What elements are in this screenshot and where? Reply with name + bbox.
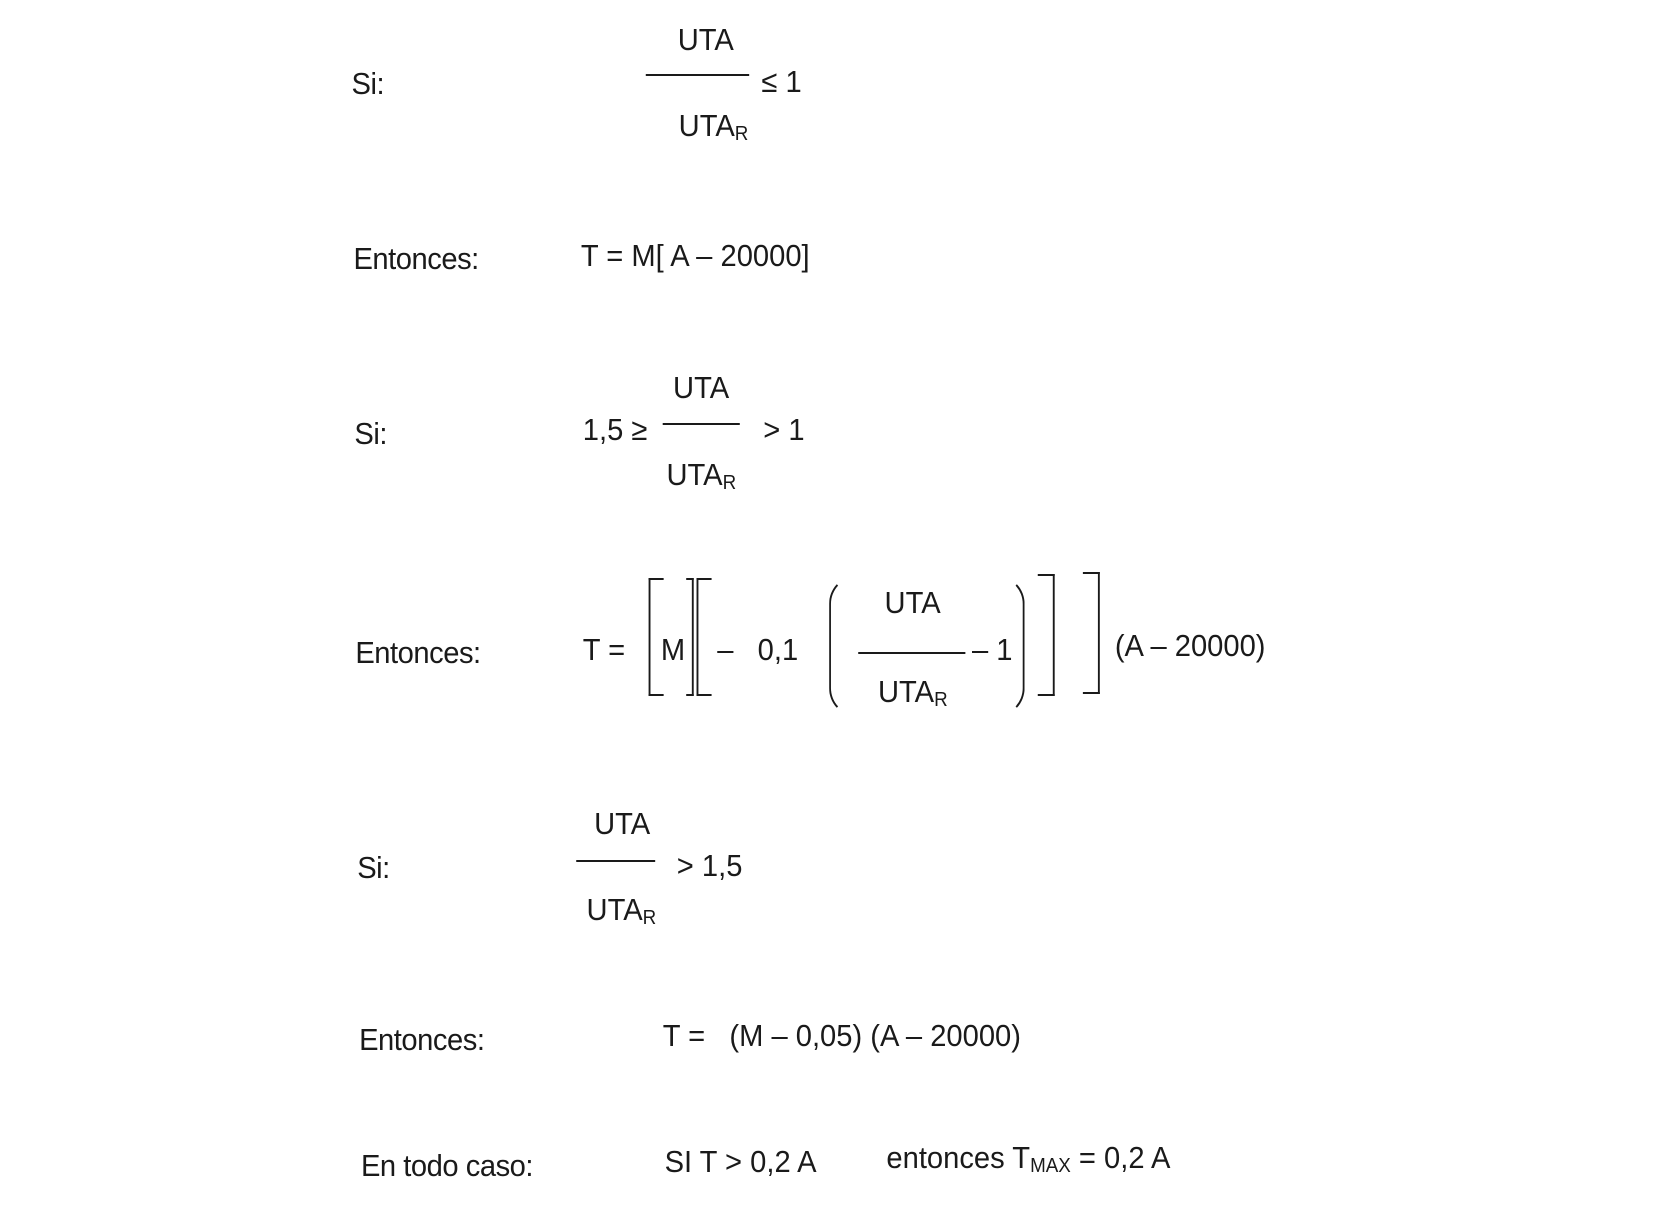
row3-label: Si: <box>354 416 387 451</box>
row3-prefix: 1,5 ≥ <box>582 412 648 447</box>
row5-fraction-bar <box>576 860 655 862</box>
row7-result: entonces $T_{MAX} = 0,2$ A <box>886 1140 1171 1177</box>
outer-right-bracket <box>1083 572 1100 694</box>
row3-fraction-bar <box>663 423 740 425</box>
row4-tail: (A – 20000) <box>1114 628 1266 663</box>
row4-numerator: UTA <box>884 585 941 620</box>
row4-lhs: T = <box>582 632 626 667</box>
row4-minus: – <box>717 632 734 667</box>
row1-label: Si: <box>351 66 385 101</box>
row6-label: Entonces: <box>359 1022 485 1057</box>
left-paren <box>829 576 855 716</box>
row2-label: Entonces: <box>353 241 479 276</box>
row5-numerator: UTA <box>594 806 651 841</box>
row6-formula: T = (M – 0,05) (A – 20000) <box>662 1018 1021 1053</box>
row3-numerator: UTA <box>673 370 730 405</box>
row4-fraction-bar <box>858 652 965 654</box>
row4-denominator: $UTA_R$ <box>877 674 948 711</box>
row1-fraction-bar <box>646 74 749 76</box>
row4-label: Entonces: <box>355 635 481 670</box>
row1-denominator: $UTA_R$ <box>678 108 749 145</box>
row4-coef: 0,1 <box>757 632 799 667</box>
row5-denominator: $UTA_R$ <box>586 892 657 929</box>
row4-m: M <box>660 632 686 667</box>
row7-condition: SI T > 0,2 A <box>664 1144 817 1179</box>
row1-numerator: UTA <box>677 22 734 57</box>
row4-minus-one: – 1 <box>971 632 1013 667</box>
row5-relation: > 1,5 <box>676 848 743 883</box>
row3-denominator: $UTA_R$ <box>666 457 737 494</box>
row5-label: Si: <box>357 850 390 885</box>
m-right-bar <box>686 578 694 696</box>
inner-right-bracket <box>1038 574 1055 696</box>
row2-formula: T = M[ A – 20000] <box>580 238 810 273</box>
row3-relation: > 1 <box>763 412 805 447</box>
row1-relation: ≤ 1 <box>761 64 802 99</box>
row7-label: En todo caso: <box>360 1148 534 1183</box>
right-paren <box>998 576 1024 716</box>
inner-left-bracket <box>697 578 712 696</box>
